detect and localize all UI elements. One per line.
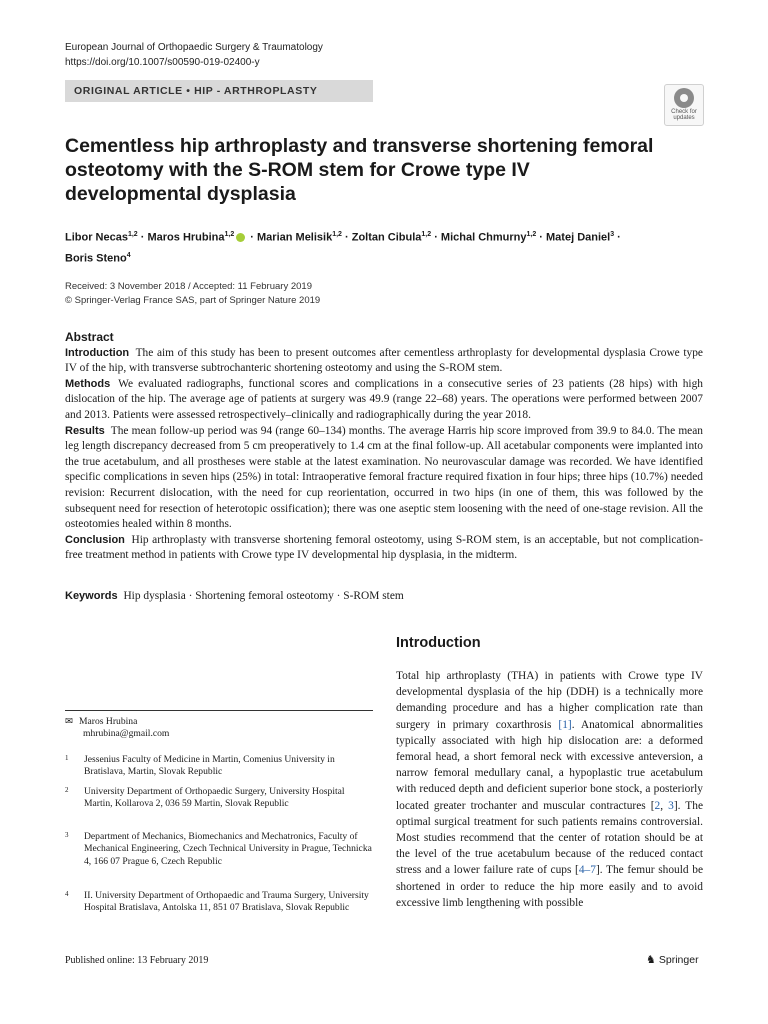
affiliation-item	[65, 786, 373, 811]
affiliation-item	[65, 754, 373, 779]
article-type-banner: ORIGINAL ARTICLE • HIP - ARTHROPLASTY	[65, 80, 373, 102]
intro-text-4: ]. The optimal surgical treatment for such patients remains controversial. Most studies recommend that the center of rotation should be at the level of the true acetabulum because of the reduced contact stress and a lower failure rate of cups [	[396, 799, 704, 877]
author-name[interactable]: Libor Necas	[65, 231, 128, 244]
springer-horse-icon: ♞	[646, 954, 656, 966]
author-name[interactable]: Michal Chmurny	[440, 231, 527, 244]
article-title: Cementless hip arthroplasty and transverse shortening femoral osteotomy with the S-ROM stem for Crowe type IV developmental dysplasia	[65, 135, 654, 205]
abstract-conclusion-text: Hip arthroplasty with transverse shortening femoral osteotomy, using S-ROM stem, is an acceptable, but not complication-free treatment method in patients with Crowe type IV developmental hip dysplasia, in the midterm.	[65, 533, 703, 562]
published-online: Published online: 13 February 2019	[65, 955, 209, 966]
journal-header	[65, 40, 323, 70]
affiliation-number: 1	[65, 754, 69, 762]
abstract-conclusion-label: Conclusion	[65, 533, 125, 546]
check-updates-line1: Check for	[671, 109, 697, 115]
author-name[interactable]: Matej Daniel	[546, 231, 611, 244]
affiliation-text: Department of Mechanics, Biomechanics and Mechatronics, Faculty of Mechanical Engineering, Czech Technical University in Prague, Technicka 4, 166 07 Prague 6, Czech Republic	[84, 831, 372, 867]
check-for-updates-badge[interactable]	[664, 84, 704, 126]
abstract-introduction-label: Introduction	[65, 346, 130, 359]
introduction-heading: Introduction	[396, 635, 481, 651]
abstract-methods-text: We evaluated radiographs, functional scores and complications in a consecutive series of 23 patients (28 hips) with high dislocation of the hip. The average age of patients at surgery was 49.9 (range 22–68) years. The operations were performed between 2007 and 2013. Patients were assessed retrospectively–clinically and radiographically during the year 2018.	[65, 377, 703, 421]
affiliation-text: University Department of Orthopaedic Surgery, University Hospital Martin, Kollarova 2, 036 59 Martin, Slovak Republic	[84, 786, 345, 810]
abstract-methods-label: Methods	[65, 377, 111, 390]
abstract-conclusion	[65, 533, 703, 564]
check-updates-icon	[674, 88, 694, 108]
article-dates	[65, 280, 320, 307]
author-affiliation: 1,2	[526, 231, 537, 238]
author-affiliation: 1,2	[332, 231, 342, 238]
keywords-text: Hip dysplasia · Shortening femoral osteotomy · S-ROM stem	[123, 590, 404, 602]
intro-text-1: Total hip arthroplasty (THA) in patients with Crowe type IV developmental dysplasia of the hip (DDH) is a technically more demanding procedure and has a higher complication rate than surgery in primary coxarthrosis	[396, 670, 703, 731]
author-affiliation: 1,2	[224, 231, 235, 238]
corresponding-author	[65, 716, 373, 740]
abstract-results	[65, 424, 703, 533]
citation-link[interactable]: 4–7	[578, 864, 596, 877]
author-affiliation: 1,2	[127, 231, 138, 238]
author-name[interactable]: Boris Steno	[65, 252, 127, 265]
doi-link[interactable]: https://doi.org/10.1007/s00590-019-02400-y	[65, 57, 260, 68]
affiliation-item	[65, 831, 373, 868]
author-name[interactable]: Zoltan Cibula	[351, 231, 422, 244]
author-affiliation: 1,2	[421, 231, 432, 238]
abstract-introduction	[65, 346, 703, 377]
abstract-heading: Abstract	[65, 330, 114, 344]
author-affiliation: 3	[610, 231, 615, 238]
affiliation-text: Jessenius Faculty of Medicine in Martin, Comenius University in Bratislava, Martin, Slovak Republic	[84, 754, 335, 778]
abstract-section	[65, 330, 703, 564]
check-updates-line2: updates	[673, 115, 695, 121]
affiliation-number: 3	[65, 831, 69, 839]
orcid-icon[interactable]	[236, 233, 245, 242]
publisher-logo	[646, 953, 699, 966]
abstract-methods	[65, 377, 703, 424]
author-name[interactable]: Maros Hrubina	[147, 231, 225, 244]
author-affiliation: 4	[126, 251, 131, 259]
author-list: Libor Necas$^{1,2}$ · Maros Hrubina$^{1,2}$ · Marian Melisik$^{1,2}$ · Zoltan Cibula$^{1,2}$ · Michal Chmurny$^{1,2}$ · Matej Daniel$^3$ · Boris Steno$^4$	[65, 231, 621, 265]
affiliation-number: 2	[65, 786, 69, 794]
intro-text-2: . Anatomical abnormalities typically associated with high hip dislocation are: a deformed femoral head, a short femoral neck with excessive anteversion, a narrow femoral medullary canal, a hypoplastic true acetabulum with reduced depth and deficient superior bone stock, a posteriorly located greater trochanter and muscular contractures [	[396, 718, 703, 812]
citation-link[interactable]: [1]	[558, 718, 572, 731]
citation-link[interactable]: 3	[668, 799, 674, 812]
keywords-label: Keywords	[65, 590, 118, 602]
abstract-results-label: Results	[65, 424, 105, 437]
abstract-results-text: The mean follow-up period was 94 (range 60–134) months. The average Harris hip score improved from 39.9 to 84.0. The mean leg length discrepancy decreased from 5 cm preoperatively to 1.4 cm at the final follow-up. All acetabular components were implanted into the true acetabulum, and all prostheses were stable at the latest examination. No neurovascular damage was recorded. We have identified specific complications in seven hips (25%) in total: Intraoperative femoral fracture required fixation in four hips; three hips (10.7%) needed revision: Recurrent dislocation, with the need for cup reorientation, occurred in two hips (in one of them, this was followed by the subsequent need for resection of heterotopic ossification); there was one aseptic stem loosening with the need of one-stage revision. All the osteotomies healed within 8 months.	[65, 424, 703, 531]
affiliation-text: II. University Department of Orthopaedic and Trauma Surgery, University Hospital Bratislava, Antolska 11, 851 07 Bratislava, Slovak Republic	[84, 890, 369, 914]
abstract-introduction-text: The aim of this study has been to present outcomes after cementless arthroplasty for developmental dysplasia Crowe type IV of the hip, with transverse subtrochanteric shortening osteotomy and using the S-ROM stem.	[65, 346, 703, 375]
publisher-name: Springer	[658, 954, 699, 966]
corresponding-email[interactable]: mhrubina@gmail.com	[83, 728, 170, 739]
received-accepted: Received: 3 November 2018 / Accepted: 11 February 2019	[65, 281, 312, 292]
affiliation-number: 4	[65, 890, 69, 898]
envelope-icon: ✉	[65, 716, 74, 727]
citation-link[interactable]: 2	[654, 799, 661, 812]
keywords-line	[65, 589, 404, 604]
journal-name: European Journal of Orthopaedic Surgery & Traumatology	[65, 42, 323, 53]
corresponding-name: Maros Hrubina	[79, 716, 138, 727]
copyright-line: © Springer-Verlag France SAS, part of Springer Nature 2019	[65, 294, 321, 306]
intro-text-3: ,	[660, 799, 669, 812]
introduction-body	[396, 668, 703, 911]
affiliation-item	[65, 890, 373, 915]
introduction-paragraph	[396, 668, 703, 911]
footnote-divider	[65, 710, 373, 711]
author-name[interactable]: Marian Melisik	[257, 231, 333, 244]
intro-text-5: ]. The femur should be shortened in order to reduce the hip more easily and to avoid excessive limb lengthening with possible	[396, 864, 703, 909]
